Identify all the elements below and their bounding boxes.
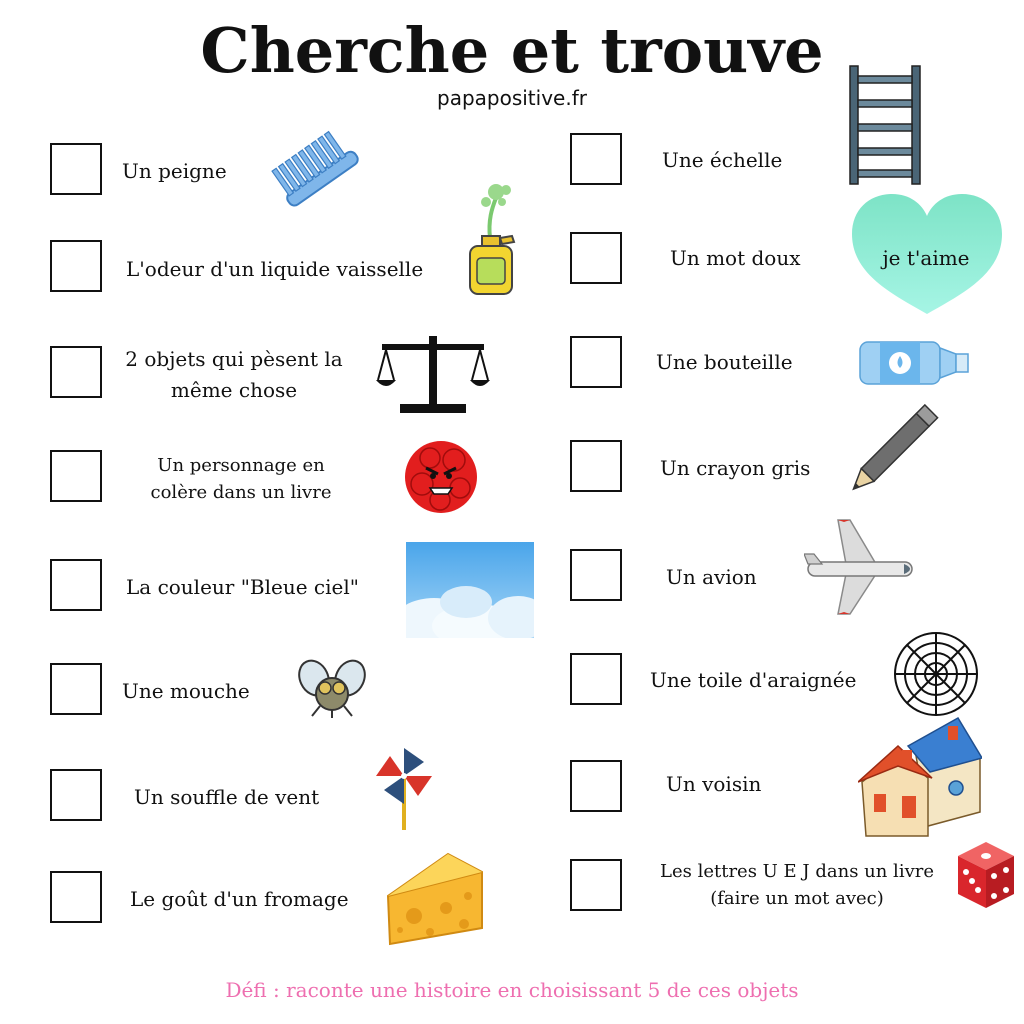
- item-label-comb: Un peigne: [122, 159, 227, 183]
- checkbox-fly[interactable]: [50, 663, 102, 715]
- checkbox-airplane[interactable]: [570, 549, 622, 601]
- checkbox-sweet-word[interactable]: [570, 232, 622, 284]
- checkbox-letters[interactable]: [570, 859, 622, 911]
- cheese-icon: [384, 850, 486, 946]
- item-label-wind: Un souffle de vent: [134, 785, 320, 809]
- checkbox-sky-blue[interactable]: [50, 559, 102, 611]
- item-label-bottle: Une bouteille: [656, 350, 793, 374]
- page-subtitle: papapositive.fr: [437, 86, 587, 110]
- checkbox-cheese[interactable]: [50, 871, 102, 923]
- item-label-airplane: Un avion: [666, 565, 757, 589]
- checkbox-angry-character[interactable]: [50, 450, 102, 502]
- water-bottle-icon: [858, 336, 972, 388]
- checkbox-spider-web[interactable]: [570, 653, 622, 705]
- ladder-icon: [846, 64, 924, 186]
- item-label-spider-web: Une toile d'araignée: [650, 668, 857, 692]
- fly-icon: [298, 656, 366, 720]
- item-label-angry-line1: Un personnage en: [157, 455, 325, 476]
- item-label-fly: Une mouche: [122, 679, 250, 703]
- comb-icon: [268, 122, 362, 214]
- checkbox-comb[interactable]: [50, 143, 102, 195]
- airplane-icon: [804, 518, 918, 616]
- checkbox-wind[interactable]: [50, 769, 102, 821]
- spider-web-icon: [892, 630, 980, 718]
- page-title: Cherche et trouve: [200, 14, 824, 87]
- checkbox-bottle[interactable]: [570, 336, 622, 388]
- item-label-letters-line1: Les lettres U E J dans un livre: [660, 861, 934, 882]
- item-label-scale-line2: même chose: [170, 378, 298, 402]
- pencil-icon: [846, 396, 950, 496]
- angry-face-icon: [402, 438, 480, 516]
- item-label-sky-blue: La couleur "Bleue ciel": [126, 575, 359, 599]
- sky-icon: [406, 542, 534, 638]
- checkbox-scale[interactable]: [50, 346, 102, 398]
- item-label-pencil: Un crayon gris: [660, 456, 811, 480]
- item-label-neighbor: Un voisin: [666, 772, 762, 796]
- footer-challenge: Défi : raconte une histoire en choisissant 5 de ces objets: [225, 978, 799, 1002]
- item-label-letters-line2: (faire un mot avec): [710, 888, 884, 909]
- item-label-scale-line1: 2 objets qui pèsent la: [125, 347, 343, 371]
- item-label-angry-line2: colère dans un livre: [150, 482, 332, 503]
- scale-icon: [376, 334, 490, 414]
- pinwheel-icon: [374, 744, 434, 830]
- checkbox-pencil[interactable]: [570, 440, 622, 492]
- item-label-dish-soap: L'odeur d'un liquide vaisselle: [126, 257, 424, 281]
- checkbox-dish-soap[interactable]: [50, 240, 102, 292]
- checkbox-neighbor[interactable]: [570, 760, 622, 812]
- heart-text: je t'aime: [882, 246, 970, 270]
- dish-soap-icon: [462, 180, 522, 298]
- houses-icon: [858, 716, 982, 840]
- dice-icon: [952, 838, 1018, 912]
- item-label-cheese: Le goût d'un fromage: [130, 887, 349, 911]
- item-label-sweet-word: Un mot doux: [670, 246, 801, 270]
- item-label-ladder: Une échelle: [662, 148, 783, 172]
- checkbox-ladder[interactable]: [570, 133, 622, 185]
